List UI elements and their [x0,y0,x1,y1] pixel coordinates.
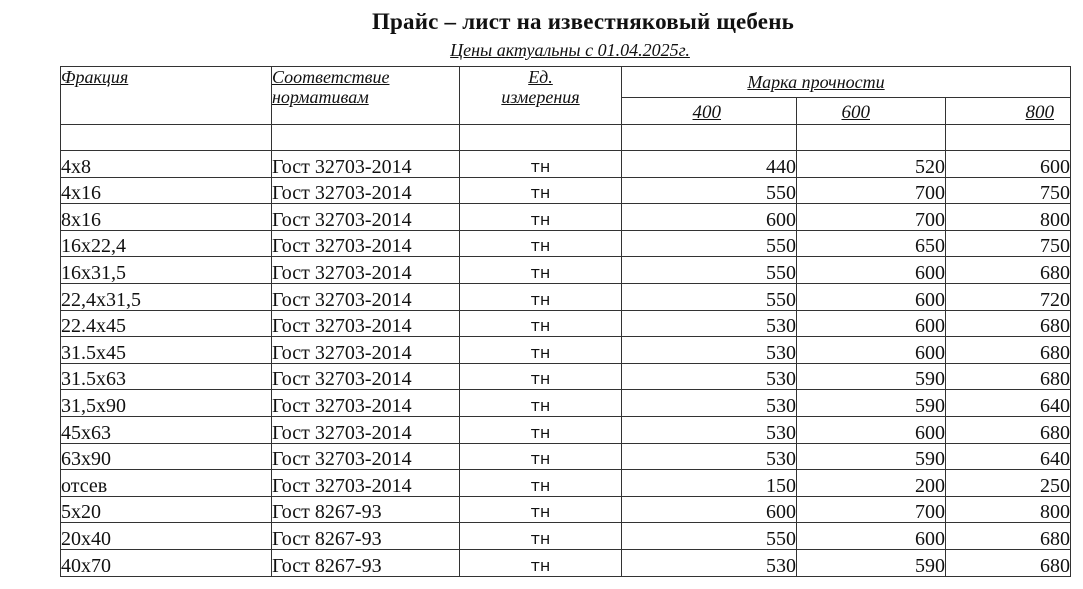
price-600-cell: 700 [797,496,946,523]
unit-cell: тн [460,177,622,204]
price-800-cell: 680 [946,257,1071,284]
blank-cell [946,125,1071,151]
price-400-cell: 440 [622,151,797,178]
fraction-cell: 40x70 [61,549,272,576]
blank-cell [61,125,272,151]
standard-cell: Гост 32703-2014 [272,177,460,204]
header-fraction [61,67,272,125]
price-800-cell: 250 [946,470,1071,497]
unit-cell: тн [460,470,622,497]
price-table [60,66,1071,577]
table-row [61,496,1071,523]
blank-cell [460,125,622,151]
fraction-cell: отсев [61,470,272,497]
standard-cell: Гост 32703-2014 [272,283,460,310]
fraction-cell: 5x20 [61,496,272,523]
price-400-cell: 530 [622,337,797,364]
price-400-cell: 550 [622,283,797,310]
price-400-cell: 600 [622,496,797,523]
table-row [61,337,1071,364]
unit-cell: тн [460,390,622,417]
fraction-cell: 22.4x45 [61,310,272,337]
unit-cell: тн [460,283,622,310]
price-600-cell: 600 [797,310,946,337]
table-row [61,549,1071,576]
header-fraction-label: Фракция [61,67,129,87]
header-unit [460,67,622,125]
price-400-cell: 550 [622,177,797,204]
price-400-cell: 550 [622,257,797,284]
fraction-cell: 31.5x45 [61,337,272,364]
price-600-cell: 700 [797,177,946,204]
price-400-cell: 530 [622,390,797,417]
unit-cell: тн [460,416,622,443]
price-800-cell: 720 [946,283,1071,310]
price-800-cell: 640 [946,443,1071,470]
header-strength [622,67,1071,98]
fraction-cell: 45x63 [61,416,272,443]
price-800-cell: 800 [946,496,1071,523]
price-400-cell: 550 [622,523,797,550]
header-strength-label: Марка прочности [747,72,885,92]
unit-cell: тн [460,549,622,576]
table-row [61,523,1071,550]
price-800-cell: 750 [946,230,1071,257]
table-row [61,204,1071,231]
blank-cell [797,125,946,151]
unit-cell: тн [460,523,622,550]
price-600-cell: 600 [797,416,946,443]
price-date-subtitle: Цены актуальны с 01.04.2025г. [450,40,690,60]
price-800-cell: 680 [946,523,1071,550]
standard-cell: Гост 32703-2014 [272,470,460,497]
price-400-cell: 530 [622,443,797,470]
unit-cell: тн [460,496,622,523]
standard-cell: Гост 8267-93 [272,549,460,576]
fraction-cell: 22,4x31,5 [61,283,272,310]
table-row [61,177,1071,204]
fraction-cell: 20x40 [61,523,272,550]
header-row [61,67,1071,98]
unit-cell: тн [460,230,622,257]
standard-cell: Гост 32703-2014 [272,443,460,470]
price-600-cell: 600 [797,337,946,364]
table-row [61,416,1071,443]
unit-cell: тн [460,151,622,178]
standard-cell: Гост 8267-93 [272,496,460,523]
grade-800: 800 [946,98,1071,125]
price-800-cell: 680 [946,549,1071,576]
price-800-cell: 750 [946,177,1071,204]
standard-cell: Гост 32703-2014 [272,257,460,284]
price-400-cell: 550 [622,230,797,257]
table-row [61,230,1071,257]
blank-cell [272,125,460,151]
unit-cell: тн [460,363,622,390]
price-400-cell: 530 [622,549,797,576]
price-600-cell: 200 [797,470,946,497]
price-800-cell: 680 [946,416,1071,443]
grade-400: 400 [622,98,797,125]
price-800-cell: 680 [946,363,1071,390]
unit-cell: тн [460,257,622,284]
table-row [61,390,1071,417]
standard-cell: Гост 32703-2014 [272,337,460,364]
table-row [61,151,1071,178]
standard-cell: Гост 32703-2014 [272,151,460,178]
grade-600: 600 [797,98,946,125]
fraction-cell: 16x31,5 [61,257,272,284]
table-row [61,470,1071,497]
price-400-cell: 600 [622,204,797,231]
standard-cell: Гост 32703-2014 [272,363,460,390]
standard-cell: Гост 32703-2014 [272,230,460,257]
price-600-cell: 650 [797,230,946,257]
price-800-cell: 800 [946,204,1071,231]
unit-cell: тн [460,443,622,470]
price-800-cell: 680 [946,310,1071,337]
table-row [61,257,1071,284]
price-600-cell: 600 [797,283,946,310]
page-title: Прайс – лист на известняковый щебень [371,9,795,34]
header-standard-line2: нормативам [272,87,369,107]
price-600-cell: 600 [797,257,946,284]
standard-cell: Гост 32703-2014 [272,310,460,337]
price-800-cell: 600 [946,151,1071,178]
price-400-cell: 530 [622,310,797,337]
price-600-cell: 590 [797,363,946,390]
price-600-cell: 590 [797,549,946,576]
price-400-cell: 530 [622,416,797,443]
header-unit-line1: Ед. [528,67,553,87]
fraction-cell: 8x16 [61,204,272,231]
standard-cell: Гост 8267-93 [272,523,460,550]
standard-cell: Гост 32703-2014 [272,416,460,443]
header-unit-line2: измерения [501,87,580,107]
price-600-cell: 600 [797,523,946,550]
price-400-cell: 530 [622,363,797,390]
fraction-cell: 63x90 [61,443,272,470]
price-400-cell: 150 [622,470,797,497]
fraction-cell: 4x16 [61,177,272,204]
table-row [61,283,1071,310]
header-standard-line1: Соответствие [272,67,390,87]
table-row [61,310,1071,337]
header-standard [272,67,460,125]
table-row [61,443,1071,470]
fraction-cell: 31,5x90 [61,390,272,417]
price-800-cell: 680 [946,337,1071,364]
price-800-cell: 640 [946,390,1071,417]
price-600-cell: 590 [797,390,946,417]
price-600-cell: 700 [797,204,946,231]
standard-cell: Гост 32703-2014 [272,390,460,417]
table-row [61,363,1071,390]
unit-cell: тн [460,337,622,364]
blank-cell [622,125,797,151]
fraction-cell: 16x22,4 [61,230,272,257]
unit-cell: тн [460,204,622,231]
fraction-cell: 31.5x63 [61,363,272,390]
standard-cell: Гост 32703-2014 [272,204,460,231]
blank-row [61,125,1071,151]
unit-cell: тн [460,310,622,337]
fraction-cell: 4x8 [61,151,272,178]
price-600-cell: 520 [797,151,946,178]
price-600-cell: 590 [797,443,946,470]
